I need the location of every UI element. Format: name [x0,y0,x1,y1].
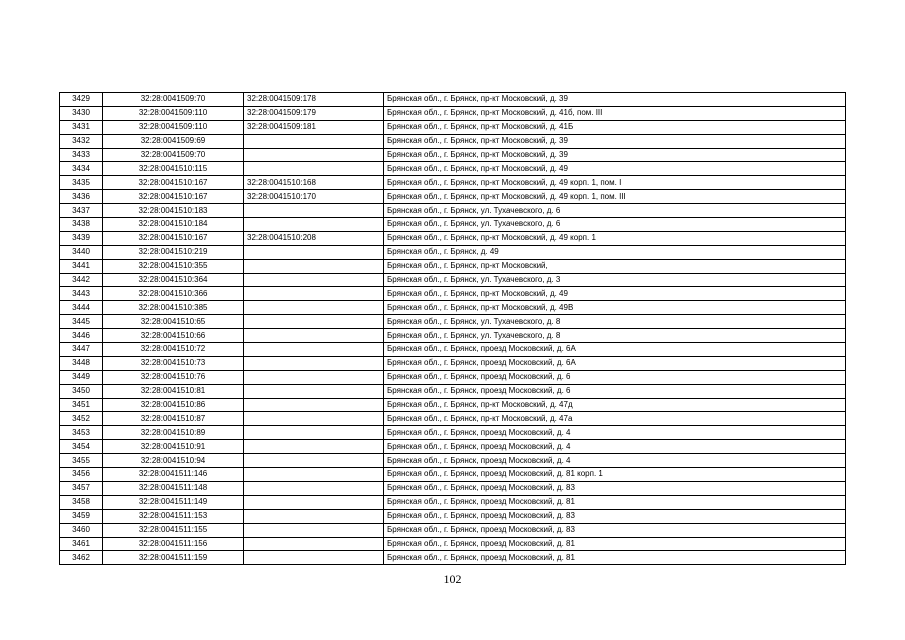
parent-cadastral-number-cell [244,495,384,509]
table-row [60,426,846,440]
table-row [60,551,846,565]
parent-cadastral-number-cell [244,356,384,370]
row-number-cell: 3433 [60,148,103,162]
row-number-cell: 3450 [60,384,103,398]
parent-cadastral-number-cell: 32:28:0041509:179 [244,106,384,120]
address-cell: Брянская обл., г. Брянск, проезд Московский, д. 81 [384,551,846,565]
page-number: 102 [443,572,462,586]
cadastral-number-cell: 32:28:0041509:70 [103,148,244,162]
parent-cadastral-number-cell [244,440,384,454]
row-number-cell: 3440 [60,245,103,259]
parent-cadastral-number-cell [244,287,384,301]
row-number-cell: 3461 [60,537,103,551]
address-cell: Брянская обл., г. Брянск, проезд Московский, д. 4 [384,426,846,440]
parent-cadastral-number-cell [244,273,384,287]
address-cell: Брянская обл., г. Брянск, проезд Московский, д. 81 корп. 1 [384,468,846,482]
table-row [60,273,846,287]
row-number-cell: 3457 [60,481,103,495]
row-number-cell: 3442 [60,273,103,287]
cadastral-number-cell: 32:28:0041511:153 [103,509,244,523]
parent-cadastral-number-cell [244,259,384,273]
cadastral-number-cell: 32:28:0041510:183 [103,204,244,218]
cadastral-number-cell: 32:28:0041510:115 [103,162,244,176]
address-cell: Брянская обл., г. Брянск, пр-кт Московский, д. 47д [384,398,846,412]
table-row [60,287,846,301]
address-cell: Брянская обл., г. Брянск, ул. Тухачевского, д. 8 [384,315,846,329]
table-row [60,315,846,329]
cadastral-number-cell: 32:28:0041510:66 [103,329,244,343]
row-number-cell: 3439 [60,231,103,245]
address-cell: Брянская обл., г. Брянск, проезд Московский, д. 83 [384,523,846,537]
cadastral-number-cell: 32:28:0041510:87 [103,412,244,426]
parent-cadastral-number-cell: 32:28:0041509:181 [244,120,384,134]
table-row [60,509,846,523]
address-cell: Брянская обл., г. Брянск, пр-кт Московский, д. 39 [384,93,846,107]
table-row [60,218,846,232]
cadastral-number-cell: 32:28:0041510:86 [103,398,244,412]
parent-cadastral-number-cell [244,384,384,398]
address-cell: Брянская обл., г. Брянск, проезд Московский, д. 83 [384,509,846,523]
cadastral-number-cell: 32:28:0041509:70 [103,93,244,107]
row-number-cell: 3438 [60,218,103,232]
address-cell: Брянская обл., г. Брянск, пр-кт Московский, д. 49 [384,162,846,176]
cadastral-number-cell: 32:28:0041510:76 [103,370,244,384]
parent-cadastral-number-cell [244,134,384,148]
table-row [60,134,846,148]
table-row [60,398,846,412]
row-number-cell: 3455 [60,454,103,468]
row-number-cell: 3453 [60,426,103,440]
parent-cadastral-number-cell: 32:28:0041509:178 [244,93,384,107]
parent-cadastral-number-cell: 32:28:0041510:168 [244,176,384,190]
address-cell: Брянская обл., г. Брянск, пр-кт Московский, [384,259,846,273]
table-row [60,190,846,204]
cadastral-number-cell: 32:28:0041510:81 [103,384,244,398]
cadastral-number-cell: 32:28:0041509:69 [103,134,244,148]
address-cell: Брянская обл., г. Брянск, проезд Московский, д. 81 [384,537,846,551]
row-number-cell: 3462 [60,551,103,565]
address-cell: Брянская обл., г. Брянск, ул. Тухачевского, д. 3 [384,273,846,287]
address-cell: Брянская обл., г. Брянск, пр-кт Московский, д. 49 корп. 1, пом. I [384,176,846,190]
parent-cadastral-number-cell [244,148,384,162]
cadastral-number-cell: 32:28:0041510:167 [103,176,244,190]
address-cell: Брянская обл., г. Брянск, пр-кт Московский, д. 41Б [384,120,846,134]
table-row [60,231,846,245]
table-row [60,495,846,509]
cadastral-number-cell: 32:28:0041511:148 [103,481,244,495]
cadastral-number-cell: 32:28:0041511:159 [103,551,244,565]
row-number-cell: 3459 [60,509,103,523]
row-number-cell: 3446 [60,329,103,343]
address-cell: Брянская обл., г. Брянск, ул. Тухачевского, д. 8 [384,329,846,343]
parent-cadastral-number-cell [244,315,384,329]
cadastral-number-cell: 32:28:0041510:219 [103,245,244,259]
address-cell: Брянская обл., г. Брянск, пр-кт Московский, д. 47а [384,412,846,426]
table-row [60,162,846,176]
parent-cadastral-number-cell [244,162,384,176]
parent-cadastral-number-cell [244,481,384,495]
address-cell: Брянская обл., г. Брянск, пр-кт Московский, д. 49В [384,301,846,315]
cadastral-number-cell: 32:28:0041509:110 [103,120,244,134]
parent-cadastral-number-cell [244,204,384,218]
address-cell: Брянская обл., г. Брянск, проезд Московский, д. 4 [384,440,846,454]
table-row [60,523,846,537]
row-number-cell: 3452 [60,412,103,426]
table-row [60,384,846,398]
cadastral-number-cell: 32:28:0041509:110 [103,106,244,120]
parent-cadastral-number-cell [244,398,384,412]
cadastral-number-cell: 32:28:0041510:364 [103,273,244,287]
row-number-cell: 3444 [60,301,103,315]
cadastral-number-cell: 32:28:0041510:73 [103,356,244,370]
table-row [60,148,846,162]
address-cell: Брянская обл., г. Брянск, ул. Тухачевского, д. 6 [384,204,846,218]
parent-cadastral-number-cell [244,537,384,551]
table-row [60,329,846,343]
row-number-cell: 3451 [60,398,103,412]
parent-cadastral-number-cell [244,218,384,232]
address-cell: Брянская обл., г. Брянск, пр-кт Московский, д. 39 [384,148,846,162]
address-cell: Брянская обл., г. Брянск, проезд Московский, д. 4 [384,454,846,468]
cadastral-number-cell: 32:28:0041511:149 [103,495,244,509]
row-number-cell: 3460 [60,523,103,537]
cadastral-number-cell: 32:28:0041510:65 [103,315,244,329]
table-row [60,245,846,259]
parent-cadastral-number-cell [244,551,384,565]
table-row [60,468,846,482]
address-cell: Брянская обл., г. Брянск, проезд Московский, д. 6 [384,384,846,398]
cadastral-number-cell: 32:28:0041510:167 [103,190,244,204]
table-row [60,259,846,273]
table-row [60,356,846,370]
registry-table [59,92,846,565]
table-row [60,93,846,107]
row-number-cell: 3447 [60,343,103,357]
table-row [60,412,846,426]
address-cell: Брянская обл., г. Брянск, пр-кт Московский, д. 41б, пом. III [384,106,846,120]
cadastral-number-cell: 32:28:0041510:91 [103,440,244,454]
address-cell: Брянская обл., г. Брянск, проезд Московский, д. 81 [384,495,846,509]
address-cell: Брянская обл., г. Брянск, пр-кт Московский, д. 39 [384,134,846,148]
row-number-cell: 3431 [60,120,103,134]
row-number-cell: 3436 [60,190,103,204]
address-cell: Брянская обл., г. Брянск, пр-кт Московский, д. 49 [384,287,846,301]
cadastral-number-cell: 32:28:0041511:156 [103,537,244,551]
address-cell: Брянская обл., г. Брянск, пр-кт Московский, д. 49 корп. 1, пом. III [384,190,846,204]
row-number-cell: 3443 [60,287,103,301]
parent-cadastral-number-cell [244,509,384,523]
address-cell: Брянская обл., г. Брянск, д. 49 [384,245,846,259]
table-row [60,370,846,384]
row-number-cell: 3429 [60,93,103,107]
table-row [60,120,846,134]
row-number-cell: 3437 [60,204,103,218]
address-cell: Брянская обл., г. Брянск, ул. Тухачевского, д. 6 [384,218,846,232]
table-row [60,440,846,454]
parent-cadastral-number-cell [244,454,384,468]
row-number-cell: 3456 [60,468,103,482]
parent-cadastral-number-cell: 32:28:0041510:170 [244,190,384,204]
cadastral-number-cell: 32:28:0041510:94 [103,454,244,468]
cadastral-number-cell: 32:28:0041511:155 [103,523,244,537]
table-row [60,301,846,315]
address-cell: Брянская обл., г. Брянск, проезд Московский, д. 6А [384,343,846,357]
cadastral-number-cell: 32:28:0041510:89 [103,426,244,440]
table-row [60,106,846,120]
row-number-cell: 3449 [60,370,103,384]
cadastral-number-cell: 32:28:0041510:184 [103,218,244,232]
parent-cadastral-number-cell [244,412,384,426]
table-row [60,454,846,468]
row-number-cell: 3432 [60,134,103,148]
parent-cadastral-number-cell [244,245,384,259]
registry-table-body [60,93,846,565]
parent-cadastral-number-cell: 32:28:0041510:208 [244,231,384,245]
cadastral-number-cell: 32:28:0041510:72 [103,343,244,357]
row-number-cell: 3458 [60,495,103,509]
cadastral-number-cell: 32:28:0041510:385 [103,301,244,315]
parent-cadastral-number-cell [244,523,384,537]
row-number-cell: 3435 [60,176,103,190]
row-number-cell: 3448 [60,356,103,370]
address-cell: Брянская обл., г. Брянск, проезд Московский, д. 6А [384,356,846,370]
table-row [60,176,846,190]
row-number-cell: 3454 [60,440,103,454]
row-number-cell: 3441 [60,259,103,273]
parent-cadastral-number-cell [244,468,384,482]
parent-cadastral-number-cell [244,370,384,384]
row-number-cell: 3434 [60,162,103,176]
cadastral-number-cell: 32:28:0041510:366 [103,287,244,301]
table-row [60,343,846,357]
address-cell: Брянская обл., г. Брянск, проезд Московский, д. 83 [384,481,846,495]
row-number-cell: 3430 [60,106,103,120]
table-row [60,204,846,218]
table-row [60,537,846,551]
parent-cadastral-number-cell [244,329,384,343]
address-cell: Брянская обл., г. Брянск, пр-кт Московский, д. 49 корп. 1 [384,231,846,245]
parent-cadastral-number-cell [244,343,384,357]
parent-cadastral-number-cell [244,426,384,440]
parent-cadastral-number-cell [244,301,384,315]
row-number-cell: 3445 [60,315,103,329]
cadastral-number-cell: 32:28:0041510:355 [103,259,244,273]
cadastral-number-cell: 32:28:0041511:146 [103,468,244,482]
address-cell: Брянская обл., г. Брянск, проезд Московский, д. 6 [384,370,846,384]
cadastral-number-cell: 32:28:0041510:167 [103,231,244,245]
table-row [60,481,846,495]
